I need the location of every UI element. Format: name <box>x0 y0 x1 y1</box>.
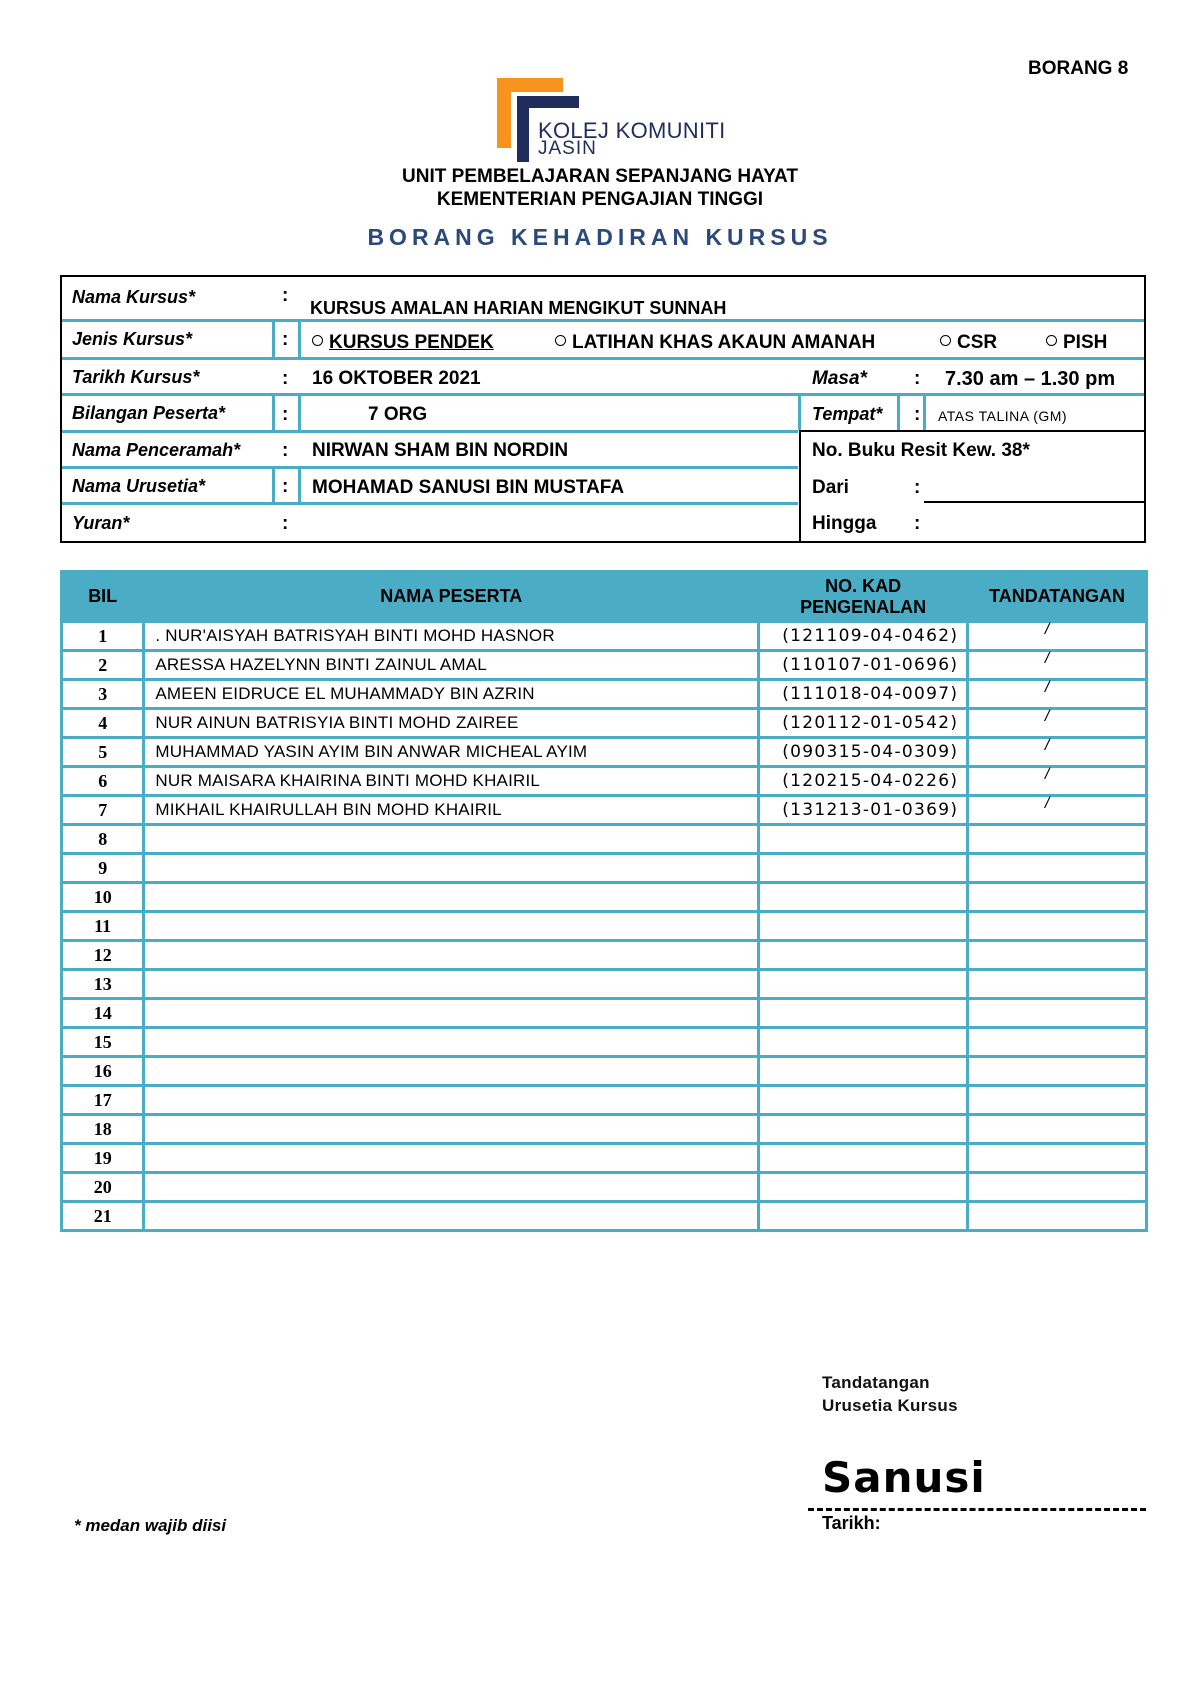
label-tempat: Tempat* <box>812 404 883 424</box>
col-header-ic: NO. KAD PENGENALAN <box>759 572 968 622</box>
participant-ic[interactable] <box>759 767 968 796</box>
participant-name-text: NUR AINUN BATRISYIA BINTI MOHD ZAIREE <box>155 713 519 732</box>
label-tarikh: Tarikh: <box>822 1513 881 1533</box>
participant-ic[interactable] <box>759 941 968 970</box>
participant-ic[interactable] <box>759 854 968 883</box>
row-number <box>62 651 144 680</box>
row-number-text: 18 <box>93 1118 112 1139</box>
participant-signature[interactable] <box>968 883 1147 912</box>
table-row <box>62 1086 1147 1115</box>
masa-value[interactable]: 7.30 am – 1.30 pm <box>945 368 1116 390</box>
signature-label-1: Tandatangan <box>822 1373 930 1392</box>
form-title: BORANG KEHADIRAN KURSUS <box>367 224 833 250</box>
colon: : <box>282 440 289 461</box>
row-number <box>62 825 144 854</box>
table-row <box>62 999 1147 1028</box>
table-row <box>62 709 1147 738</box>
divider <box>272 319 275 357</box>
divider <box>62 393 1144 396</box>
label-yuran: Yuran* <box>72 513 130 533</box>
participant-signature[interactable] <box>968 680 1147 709</box>
form-code: BORANG 8 <box>1028 58 1129 79</box>
row-number-text: 2 <box>98 654 108 675</box>
nama-kursus-value[interactable]: KURSUS AMALAN HARIAN MENGIKUT SUNNAH <box>310 298 727 318</box>
participant-name[interactable] <box>144 709 759 738</box>
participant-ic-text: (121109-04-0462) <box>782 626 959 646</box>
row-number-text: 12 <box>93 944 112 965</box>
urusetia-value[interactable]: MOHAMAD SANUSI BIN MUSTAFA <box>312 477 625 498</box>
table-row <box>62 970 1147 999</box>
row-number <box>62 1173 144 1202</box>
participant-ic[interactable] <box>759 1115 968 1144</box>
participant-ic[interactable] <box>759 912 968 941</box>
participant-signature[interactable] <box>968 1144 1147 1173</box>
divider <box>298 319 301 357</box>
participant-name[interactable] <box>144 1057 759 1086</box>
row-number <box>62 999 144 1028</box>
row-number <box>62 1115 144 1144</box>
row-number <box>62 796 144 825</box>
participant-name-text: NUR MAISARA KHAIRINA BINTI MOHD KHAIRIL <box>155 771 541 790</box>
colon: : <box>914 368 921 389</box>
participant-name[interactable] <box>144 1086 759 1115</box>
participant-ic-text: (090315-04-0309) <box>782 742 959 762</box>
divider <box>62 319 1144 322</box>
participant-ic[interactable] <box>759 1057 968 1086</box>
colon: : <box>282 368 289 389</box>
mandatory-note: * medan wajib diisi <box>74 1516 227 1535</box>
radio-icon <box>555 335 566 346</box>
participant-signature[interactable] <box>968 854 1147 883</box>
colon: : <box>914 513 921 534</box>
table-row <box>62 622 1147 651</box>
participant-name[interactable] <box>144 883 759 912</box>
option-kursus-pendek[interactable] <box>312 332 494 354</box>
participant-signature[interactable] <box>968 709 1147 738</box>
logo-text-campus: JASIN <box>538 138 597 159</box>
row-number-text: 13 <box>93 973 112 994</box>
colon: : <box>914 477 921 498</box>
row-number <box>62 1202 144 1231</box>
participant-name[interactable] <box>144 999 759 1028</box>
divider <box>272 466 275 502</box>
label-masa: Masa* <box>812 368 867 389</box>
option-label: PISH <box>1063 332 1108 353</box>
row-number <box>62 912 144 941</box>
table-row <box>62 1115 1147 1144</box>
urusetia-signature[interactable]: Sanusi <box>822 1453 986 1502</box>
participant-ic-text: (120112-01-0542) <box>782 713 959 733</box>
receipt-box-border <box>799 430 801 543</box>
participant-name-text: MIKHAIL KHAIRULLAH BIN MOHD KHAIRIL <box>155 800 502 819</box>
penceramah-value[interactable]: NIRWAN SHAM BIN NORDIN <box>312 440 569 461</box>
participant-signature[interactable] <box>968 796 1147 825</box>
participant-ic[interactable] <box>759 970 968 999</box>
participant-signature[interactable] <box>968 970 1147 999</box>
option-label: CSR <box>957 332 998 353</box>
colon: : <box>282 285 289 306</box>
row-number <box>62 1086 144 1115</box>
row-number <box>62 1144 144 1173</box>
unit-heading: UNIT PEMBELAJARAN SEPANJANG HAYAT <box>402 166 798 187</box>
participant-signature[interactable] <box>968 1086 1147 1115</box>
participant-signature-text: / <box>1044 708 1050 725</box>
table-row <box>62 767 1147 796</box>
participant-signature[interactable] <box>968 1057 1147 1086</box>
divider <box>62 466 798 469</box>
participant-signature[interactable] <box>968 738 1147 767</box>
participant-name[interactable] <box>144 970 759 999</box>
participant-signature-text: / <box>1044 679 1050 696</box>
table-row <box>62 796 1147 825</box>
participant-name[interactable] <box>144 1115 759 1144</box>
participant-name[interactable] <box>144 1202 759 1231</box>
participant-ic[interactable] <box>759 709 968 738</box>
row-number <box>62 1057 144 1086</box>
attendance-table <box>60 570 1148 1232</box>
radio-icon <box>1046 335 1057 346</box>
row-number-text: 3 <box>98 683 108 704</box>
signature-line <box>808 1508 1146 1511</box>
participant-signature-text: / <box>1044 621 1050 638</box>
participant-ic[interactable] <box>759 999 968 1028</box>
option-label: KURSUS PENDEK <box>329 332 494 353</box>
divider <box>62 357 1144 360</box>
participant-ic[interactable] <box>759 883 968 912</box>
option-label: LATIHAN KHAS AKAUN AMANAH <box>572 332 876 353</box>
participant-signature-text: / <box>1044 766 1050 783</box>
participant-ic-text: (110107-01-0696) <box>782 655 959 675</box>
row-number-text: 14 <box>93 1002 112 1023</box>
table-row <box>62 1057 1147 1086</box>
divider <box>923 393 926 430</box>
signature-label-2: Urusetia Kursus <box>822 1396 958 1415</box>
table-row <box>62 912 1147 941</box>
divider <box>62 430 798 433</box>
divider <box>298 466 301 502</box>
option-latihan-khas[interactable] <box>555 332 875 354</box>
row-number-text: 1 <box>98 625 108 646</box>
participant-signature-text: / <box>1044 737 1050 754</box>
participant-signature[interactable] <box>968 1028 1147 1057</box>
participant-ic[interactable] <box>759 796 968 825</box>
table-row <box>62 883 1147 912</box>
participant-signature[interactable] <box>968 622 1147 651</box>
table-row <box>62 854 1147 883</box>
row-number-text: 17 <box>93 1089 112 1110</box>
row-number-text: 4 <box>98 712 108 733</box>
label-nama-urusetia: Nama Urusetia* <box>72 476 206 496</box>
participant-signature[interactable] <box>968 651 1147 680</box>
divider <box>897 393 900 430</box>
table-row <box>62 651 1147 680</box>
label-tarikh-kursus: Tarikh Kursus* <box>72 367 200 387</box>
participant-ic[interactable] <box>759 651 968 680</box>
row-number <box>62 1028 144 1057</box>
participant-name[interactable] <box>144 854 759 883</box>
row-number-text: 8 <box>98 828 108 849</box>
table-header-row <box>62 572 1147 622</box>
participant-ic[interactable] <box>759 1173 968 1202</box>
colon: : <box>282 513 289 534</box>
participant-name-text: . NUR'AISYAH BATRISYAH BINTI MOHD HASNOR <box>155 626 555 645</box>
participant-signature[interactable] <box>968 767 1147 796</box>
participant-ic-text: (131213-01-0369) <box>782 800 959 820</box>
participant-ic[interactable] <box>759 1144 968 1173</box>
col-header-tandatangan: TANDATANGAN <box>968 572 1147 622</box>
participant-name[interactable] <box>144 622 759 651</box>
row-number-text: 10 <box>93 886 112 907</box>
participant-signature[interactable] <box>968 1115 1147 1144</box>
row-number <box>62 680 144 709</box>
label-nama-penceramah: Nama Penceramah* <box>72 440 241 460</box>
row-number-text: 15 <box>93 1031 112 1052</box>
row-number-text: 5 <box>98 741 108 762</box>
participant-name[interactable] <box>144 796 759 825</box>
participant-signature-text: / <box>1044 650 1050 667</box>
bilangan-value[interactable]: 7 ORG <box>368 404 428 425</box>
divider <box>798 393 801 430</box>
radio-icon <box>312 335 323 346</box>
receipt-box-border <box>799 430 1144 432</box>
participant-name[interactable] <box>144 738 759 767</box>
participant-ic[interactable] <box>759 1086 968 1115</box>
radio-icon <box>940 335 951 346</box>
participant-signature[interactable] <box>968 912 1147 941</box>
tempat-value[interactable]: ATAS TALINA (GM) <box>938 408 1068 424</box>
participant-name[interactable] <box>144 941 759 970</box>
divider <box>62 502 798 505</box>
table-row <box>62 680 1147 709</box>
participant-name-text: AMEEN EIDRUCE EL MUHAMMADY BIN AZRIN <box>155 684 535 703</box>
divider <box>298 393 301 430</box>
col-header-bil: BIL <box>62 572 144 622</box>
colon: : <box>914 404 921 425</box>
participant-ic[interactable] <box>759 825 968 854</box>
row-number <box>62 970 144 999</box>
colon: : <box>282 404 289 425</box>
row-number <box>62 883 144 912</box>
participant-name-text: MUHAMMAD YASIN AYIM BIN ANWAR MICHEAL AYIM <box>155 742 588 761</box>
participant-name-text: ARESSA HAZELYNN BINTI ZAINUL AMAL <box>155 655 487 674</box>
participant-ic[interactable] <box>759 680 968 709</box>
participant-signature[interactable] <box>968 941 1147 970</box>
divider <box>272 393 275 430</box>
table-row <box>62 825 1147 854</box>
table-row <box>62 1144 1147 1173</box>
participant-name[interactable] <box>144 651 759 680</box>
participant-name[interactable] <box>144 1028 759 1057</box>
participant-name[interactable] <box>144 680 759 709</box>
course-info-box <box>60 275 1146 543</box>
label-jenis-kursus: Jenis Kursus* <box>72 329 193 349</box>
row-number <box>62 767 144 796</box>
row-number <box>62 941 144 970</box>
row-number-text: 9 <box>98 857 108 878</box>
row-number-text: 20 <box>93 1176 112 1197</box>
label-nama-kursus: Nama Kursus* <box>72 287 196 307</box>
participant-ic[interactable] <box>759 622 968 651</box>
label-resit: No. Buku Resit Kew. 38* <box>812 440 1030 461</box>
participant-name[interactable] <box>144 912 759 941</box>
label-bilangan-peserta: Bilangan Peserta* <box>72 403 226 423</box>
table-row <box>62 1173 1147 1202</box>
row-number-text: 6 <box>98 770 108 791</box>
participant-name[interactable] <box>144 767 759 796</box>
option-pish[interactable] <box>1046 332 1107 354</box>
row-number <box>62 738 144 767</box>
row-number-text: 11 <box>94 915 112 936</box>
participant-signature-text: / <box>1044 795 1050 812</box>
participant-ic[interactable] <box>759 1202 968 1231</box>
participant-name[interactable] <box>144 825 759 854</box>
dari-underline <box>924 501 1144 503</box>
table-row <box>62 1202 1147 1231</box>
participant-signature[interactable] <box>968 999 1147 1028</box>
ministry-heading: KEMENTERIAN PENGAJIAN TINGGI <box>436 189 764 210</box>
row-number-text: 7 <box>98 799 108 820</box>
label-hingga: Hingga <box>812 513 877 534</box>
row-number <box>62 709 144 738</box>
table-row <box>62 1028 1147 1057</box>
participant-ic-text: (111018-04-0097) <box>782 684 959 704</box>
col-header-nama: NAMA PESERTA <box>144 572 759 622</box>
participant-ic[interactable] <box>759 1028 968 1057</box>
row-number-text: 21 <box>93 1205 112 1226</box>
participant-signature[interactable] <box>968 825 1147 854</box>
participant-ic[interactable] <box>759 738 968 767</box>
row-number <box>62 854 144 883</box>
logo-text-college: KOLEJ KOMUNITI <box>538 118 726 143</box>
row-number <box>62 622 144 651</box>
tarikh-value[interactable]: 16 OKTOBER 2021 <box>312 368 481 389</box>
colon: : <box>282 476 289 497</box>
colon: : <box>282 329 289 350</box>
table-row <box>62 941 1147 970</box>
row-number-text: 16 <box>93 1060 112 1081</box>
table-row <box>62 738 1147 767</box>
participant-signature[interactable] <box>968 1173 1147 1202</box>
label-dari: Dari <box>812 477 849 498</box>
row-number-text: 19 <box>93 1147 112 1168</box>
participant-ic-text: (120215-04-0226) <box>782 771 959 791</box>
participant-signature[interactable] <box>968 1202 1147 1231</box>
participant-name[interactable] <box>144 1144 759 1173</box>
participant-name[interactable] <box>144 1173 759 1202</box>
option-csr[interactable] <box>940 332 997 354</box>
